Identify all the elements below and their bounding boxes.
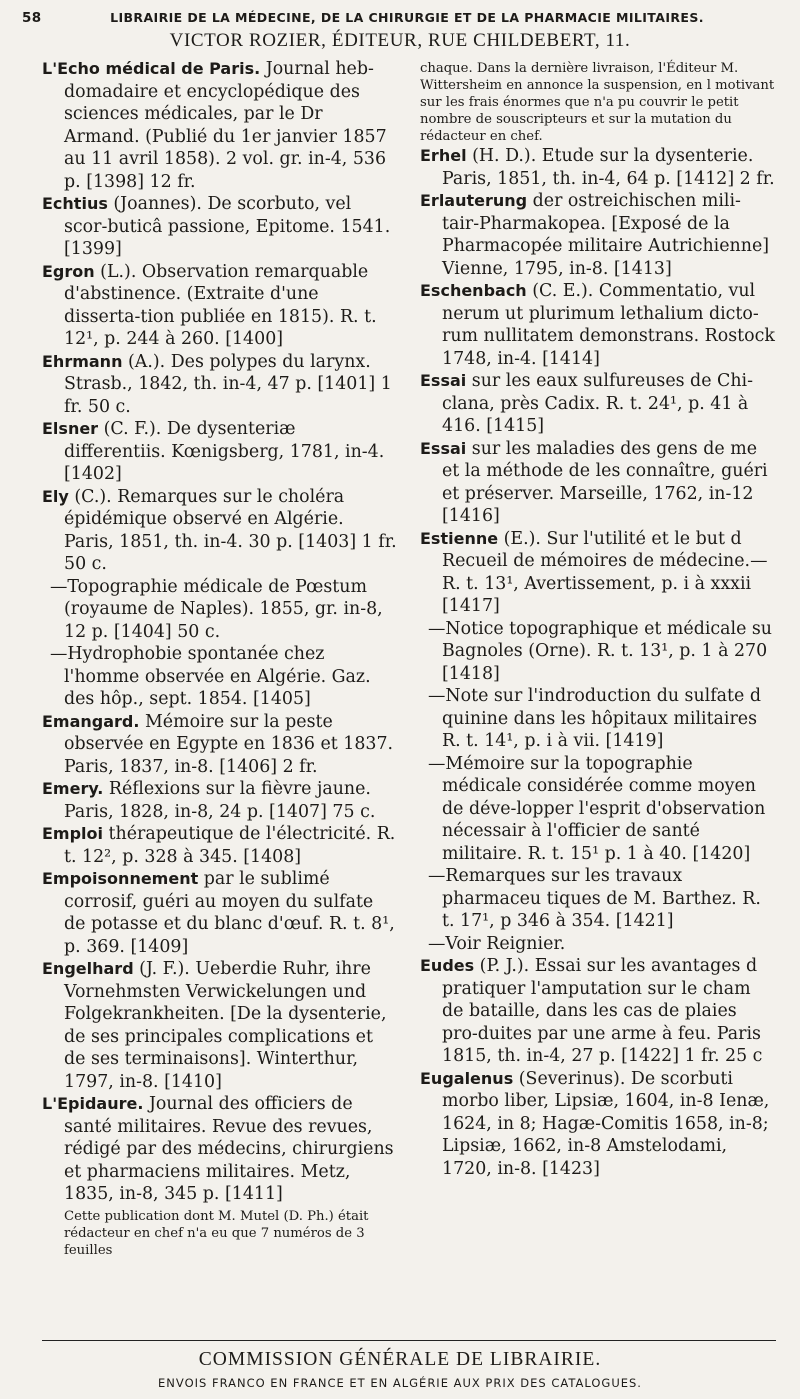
catalog-entry — [420, 753, 776, 866]
entry-headword: Empoisonnement — [42, 869, 199, 888]
entry-headword: Eugalenus — [420, 1068, 514, 1088]
catalog-entry — [420, 955, 776, 1068]
footer-subtitle: ENVOIS FRANCO EN FRANCE ET EN ALGÉRIE AUX PRIX DES CATALOGUES. — [158, 1376, 642, 1390]
catalog-entry — [42, 778, 398, 823]
entry-headword: Eudes — [420, 956, 475, 975]
entry-body: par le sublimé corrosif, guéri au moyen du sulfate de potasse et du blanc d'œuf. R. t. 8¹, p. 369. [1409] — [64, 869, 395, 957]
entry-headword: Ely — [42, 486, 69, 506]
entry-headword: Eschenbach — [420, 281, 527, 300]
page-number: 58 — [22, 10, 42, 26]
catalog-entry — [42, 576, 398, 644]
entry-headword: Echtius — [42, 194, 108, 213]
entry-body: Journal heb-domadaire et encyclopédique des sciences médicales, par le Dr Armand. (Publié du 1er janvier 1857 au 11 avril 1858). 2 vol. gr. in-4, 536 p. [1398] 12 fr. — [64, 59, 387, 192]
catalog-entry — [42, 958, 398, 1093]
catalog-entry — [42, 868, 398, 958]
entry-headword: Erlauterung — [420, 191, 528, 210]
entry-body: (J. F.). Ueberdie Ruhr, ihre Vornehmsten Verwickelungen und Folgekrankheiten. [De la dysenterie, de ses principales complications et de ses terminaisons]. Winterthur, 1797, in-8. [1410] — [64, 959, 387, 1092]
entry-body: Journal des officiers de santé militaires. Revue des revues, rédigé par des médecins, chirurgiens et pharmaciens militaires. Metz, 1835, in-8, 345 p. [1411] — [64, 1094, 394, 1204]
entry-body: (H. D.). Etude sur la dysenterie. Paris, 1851, th. in-4, 64 p. [1412] 2 fr. — [442, 146, 775, 189]
right-column — [420, 58, 776, 1180]
catalog-entry — [42, 643, 398, 711]
entry-headword: L'Echo médical de Paris. — [42, 59, 261, 78]
running-title: LIBRAIRIE DE LA MÉDECINE, DE LA CHIRURGIE ET DE LA PHARMACIE MILITAIRES. — [110, 10, 704, 25]
catalog-entry — [42, 486, 398, 576]
publisher-line: VICTOR ROZIER, ÉDITEUR, RUE CHILDEBERT, 11. — [169, 30, 631, 51]
catalog-entry — [420, 370, 776, 438]
catalog-entry — [42, 58, 398, 193]
entry-headword: Egron — [42, 261, 95, 281]
catalog-entry — [420, 1068, 776, 1181]
entry-headword: Essai — [420, 371, 467, 390]
catalog-entry — [420, 145, 776, 190]
entry-body: (C.). Remarques sur le choléra épidémique observé en Algérie. Paris, 1851, th. in-4. 30 p. [1403] 1 fr. 50 c. — [64, 486, 397, 574]
publication-note: Cette publication dont M. Mutel (D. Ph.) était rédacteur en chef n'a eu que 7 numéros de 3 feuilles — [64, 1208, 369, 1258]
catalog-entry — [42, 193, 398, 261]
entry-body: —Topographie médicale de Pœstum (royaume de Naples). 1855, gr. in-8, 12 p. [1404] 50 c. — [50, 576, 383, 642]
entry-body: (Joannes). De scorbuto, vel scor-buticâ passione, Epitome. 1541. [1399] — [64, 194, 391, 259]
catalog-entry — [42, 823, 398, 868]
catalog-entry — [42, 351, 398, 419]
catalog-entry — [420, 190, 776, 280]
entry-headword: Engelhard — [42, 959, 134, 978]
catalog-entry — [420, 438, 776, 528]
entry-headword: Estienne — [420, 528, 499, 548]
entry-body: —Remarques sur les travaux pharmaceu tiques de M. Barthez. R. t. 17¹, p 346 à 354. [1421] — [428, 866, 761, 931]
catalog-entry — [42, 261, 398, 351]
entry-body: sur les maladies des gens de me et la méthode de les connaître, guéri et préserver. Marseille, 1762, in-12 [1416] — [442, 438, 768, 526]
entry-body: der ostreichischen mili-tair-Pharmakopea. [Exposé de la Pharmacopée militaire Autrichienne] Vienne, 1795, in-8. [1413] — [442, 191, 770, 279]
entry-body: (E.). Sur l'utilité et le but d Recueil de mémoires de médecine.— R. t. 13¹, Avertissement, p. i à xxxii [1417] — [442, 528, 768, 616]
entry-headword: Emery. — [42, 779, 104, 798]
entry-body: —Voir Reignier. — [428, 933, 566, 954]
running-header — [22, 10, 760, 26]
footer-title: COMMISSION GÉNÉRALE DE LIBRAIRIE. — [198, 1349, 602, 1370]
catalog-entry — [420, 528, 776, 618]
entry-body: —Note sur l'indroduction du sulfate d quinine dans les hôpitaux militaires R. t. 14¹, p. i à vii. [1419] — [428, 686, 761, 751]
footer-divider — [42, 1340, 776, 1341]
entry-headword: Emploi — [42, 824, 104, 843]
entry-headword: Ehrmann — [42, 351, 123, 371]
entry-body: Mémoire sur la peste observée en Egypte en 1836 et 1837. Paris, 1837, in-8. [1406] 2 fr. — [64, 711, 394, 777]
entry-headword: L'Epidaure. — [42, 1094, 144, 1113]
catalog-entry — [420, 933, 776, 956]
entry-body: (P. J.). Essai sur les avantages d pratiquer l'amputation sur le cham de bataille, dans les cas de plaies pro-duites par une arme à feu. Paris 1815, th. in-4, 27 p. [1422] 1 fr. 25 c — [442, 956, 763, 1066]
entry-body: —Hydrophobie spontanée chez l'homme observée en Algérie. Gaz. des hôp., sept. 1854. [1405] — [50, 644, 371, 709]
entry-body: (Severinus). De scorbuti morbo liber, Lipsiæ, 1604, in-8 Ienæ, 1624, in 8; Hagæ-Comitis 1658, in-8; Lipsiæ, 1662, in-8 Amstelodami, 1720, in-8. [1423] — [442, 1068, 770, 1179]
catalog-entry — [420, 618, 776, 686]
entry-headword: Essai — [420, 438, 467, 458]
entry-headword: Erhel — [420, 146, 467, 165]
entry-body: —Mémoire sur la topographie médicale considérée comme moyen de déve-lopper l'esprit d'observation nécessair à l'officier de santé militaire. R. t. 15¹ p. 1 à 40. [1420] — [428, 753, 766, 864]
left-column — [42, 58, 398, 1259]
entry-body: —Notice topographique et médicale su Bagnoles (Orne). R. t. 13¹, p. 1 à 270 [1418] — [428, 618, 773, 684]
catalog-entry — [420, 865, 776, 933]
entry-headword: Elsner — [42, 419, 99, 438]
entry-body: thérapeutique de l'électricité. R. t. 12², p. 328 à 345. [1408] — [64, 824, 396, 867]
entry-body: (C. F.). De dysenteriæ differentiis. Kœnigsberg, 1781, in-4. [1402] — [64, 419, 385, 484]
entry-body: Réflexions sur la fièvre jaune. Paris, 1828, in-8, 24 p. [1407] 75 c. — [64, 779, 376, 822]
entry-body: (L.). Observation remarquable d'abstinence. (Extraite d'une disserta-tion publiée en 1815). R. t. 12¹, p. 244 à 260. [1400] — [64, 261, 377, 349]
catalog-entry — [420, 685, 776, 753]
catalog-entry — [42, 418, 398, 486]
publication-note-continued: chaque. Dans la dernière livraison, l'Éditeur M. Wittersheim en annonce la suspension, en l motivant sur les frais énormes que n'a pu couvrir le petit nombre de souscripteurs et sur la mutation du rédacteur en chef. — [420, 61, 775, 144]
entry-body: (C. E.). Commentatio, vul nerum ut plurimum lethalium dicto-rum nullitatem demonstrans. Rostock 1748, in-4. [1414] — [442, 281, 775, 369]
catalog-entry — [420, 280, 776, 370]
entry-headword: Emangard. — [42, 711, 140, 731]
catalog-entry — [42, 711, 398, 779]
entry-body: (A.). Des polypes du larynx. Strasb., 1842, th. in-4, 47 p. [1401] 1 fr. 50 c. — [64, 351, 392, 417]
catalog-entry — [42, 1093, 398, 1206]
entry-body: sur les eaux sulfureuses de Chi-clana, près Cadix. R. t. 24¹, p. 41 à 416. [1415] — [442, 371, 753, 436]
